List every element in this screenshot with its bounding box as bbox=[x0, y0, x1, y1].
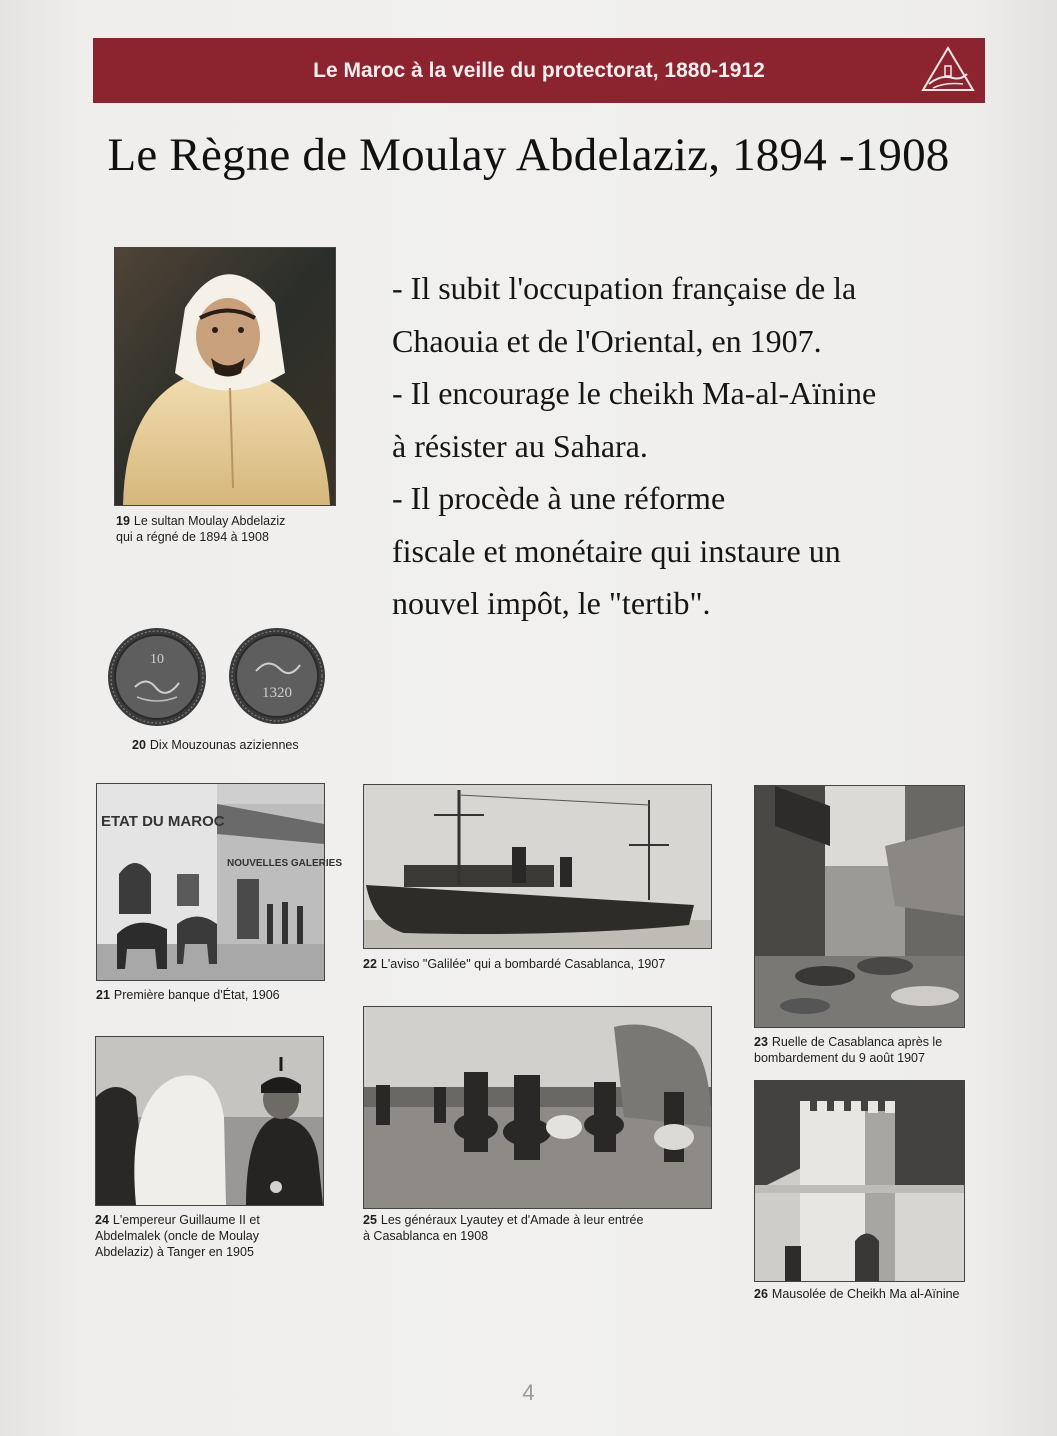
caption-line: à Casablanca en 1908 bbox=[363, 1229, 489, 1243]
mausoleum-photo bbox=[754, 1080, 965, 1282]
figure-25-caption bbox=[363, 1212, 643, 1244]
caption-line: Le sultan Moulay Abdelaziz bbox=[133, 514, 286, 528]
caption-line: bombardement du 9 août 1907 bbox=[754, 1051, 925, 1065]
figure-20-caption bbox=[132, 737, 299, 753]
caption-line: Les généraux Lyautey et d'Amade à leur entrée bbox=[380, 1213, 644, 1227]
figure-number: 24 bbox=[95, 1213, 109, 1227]
street-photo bbox=[754, 785, 965, 1028]
caption-line: Abdelmalek (oncle de Moulay bbox=[95, 1229, 259, 1243]
bank-photo bbox=[96, 783, 343, 981]
emperor-photo bbox=[95, 1036, 324, 1206]
page-title: Le Règne de Moulay Abdelaziz, 1894 -1908 bbox=[107, 129, 950, 181]
triangle-logo-icon bbox=[919, 44, 977, 96]
body-line: nouvel impôt, le "tertib". bbox=[392, 585, 711, 621]
figure-number: 20 bbox=[132, 738, 146, 752]
figure-number: 23 bbox=[754, 1035, 768, 1049]
caption-line: Abdelaziz) à Tanger en 1905 bbox=[95, 1245, 254, 1259]
header-band bbox=[93, 38, 985, 103]
body-text bbox=[392, 262, 992, 630]
body-line: - Il subit l'occupation française de la bbox=[392, 270, 857, 306]
figure-number: 25 bbox=[363, 1213, 377, 1227]
figure-number: 19 bbox=[116, 514, 130, 528]
cavalry-photo bbox=[363, 1006, 712, 1209]
coin-obverse bbox=[107, 627, 207, 727]
caption-line: Ruelle de Casablanca après le bbox=[771, 1035, 943, 1049]
header-band-text: Le Maroc à la veille du protectorat, 1880-1912 bbox=[313, 59, 765, 82]
portrait-photo bbox=[114, 247, 336, 506]
caption-line: Mausolée de Cheikh Ma al-Aïnine bbox=[771, 1287, 960, 1301]
figure-number: 26 bbox=[754, 1287, 768, 1301]
body-line: fiscale et monétaire qui instaure un bbox=[392, 532, 841, 569]
bank-sign-text: ETAT DU MAROC bbox=[101, 813, 225, 830]
figure-19-caption bbox=[116, 513, 285, 545]
caption-line: L'aviso "Galilée" qui a bombardé Casablanca, 1907 bbox=[380, 957, 666, 971]
figure-number: 21 bbox=[96, 988, 110, 1002]
body-line: - Il encourage le cheikh Ma-al-Aïnine bbox=[392, 375, 877, 411]
coin-obverse-value: 10 bbox=[150, 652, 164, 667]
caption-line: qui a régné de 1894 à 1908 bbox=[116, 530, 269, 544]
coin-reverse bbox=[228, 627, 326, 725]
figure-24-caption bbox=[95, 1212, 260, 1260]
figure-number: 22 bbox=[363, 957, 377, 971]
shop-sign-text: NOUVELLES GALERIES bbox=[227, 858, 343, 869]
body-line: à résister au Sahara. bbox=[392, 427, 648, 464]
warship-photo bbox=[363, 784, 712, 949]
figure-22-caption bbox=[363, 956, 665, 972]
coin-reverse-year: 1320 bbox=[262, 685, 292, 701]
figure-23-caption bbox=[754, 1034, 942, 1066]
figure-21-caption bbox=[96, 987, 280, 1003]
body-line: Chaouia et de l'Oriental, en 1907. bbox=[392, 322, 822, 359]
caption-line: L'empereur Guillaume II et bbox=[112, 1213, 260, 1227]
body-line: - Il procède à une réforme bbox=[392, 480, 726, 516]
caption-line: Première banque d'État, 1906 bbox=[113, 988, 280, 1002]
page-number: 4 bbox=[522, 1380, 535, 1405]
figure-26-caption bbox=[754, 1286, 960, 1302]
caption-line: Dix Mouzounas aziziennes bbox=[149, 738, 299, 752]
